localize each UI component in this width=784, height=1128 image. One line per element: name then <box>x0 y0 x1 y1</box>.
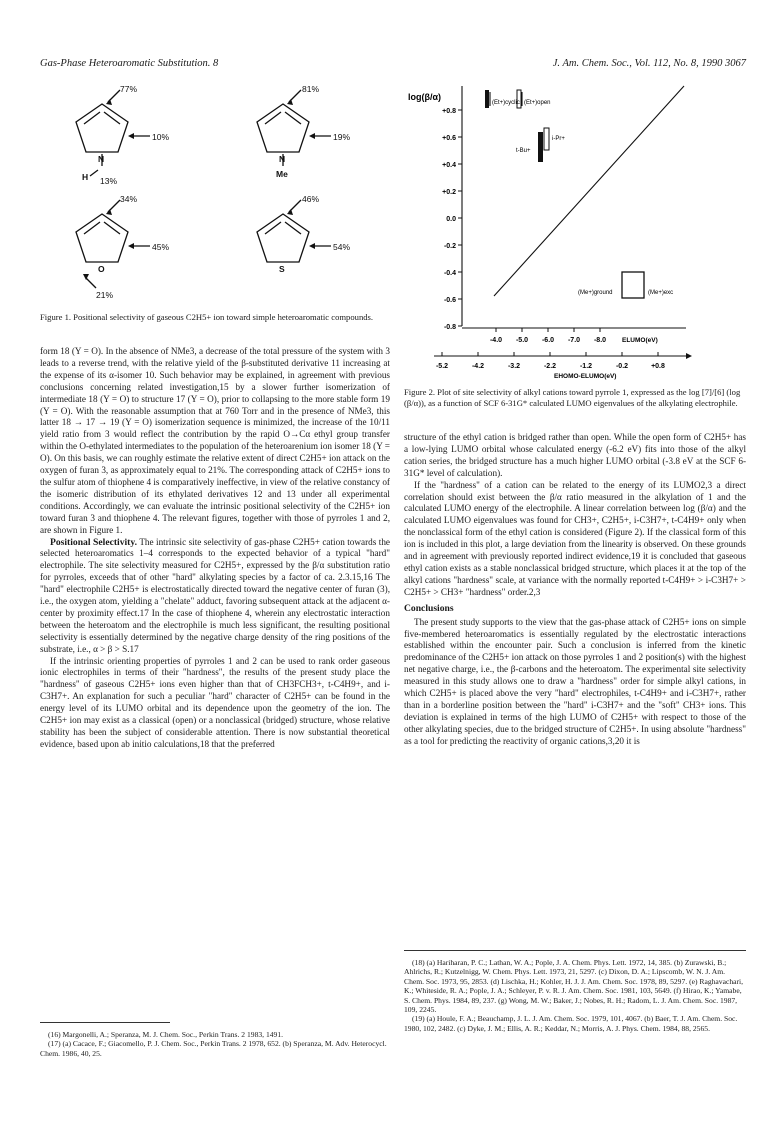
figure1-caption: Figure 1. Positional selectivity of gaseous C2H5+ ion toward simple heteroaromatic compounds. <box>40 312 374 322</box>
pyrrole-h-hydrogen: H <box>82 172 89 182</box>
right-paragraph-1: structure of the ethyl cation is bridged rather than open. While the open form of C2H5+ has a low-lying LUMO orbital whose calculated energy (-6.2 eV) fits into those of the alkyl cation series, the bridged structure has a much higher LUMO orbital (-3.8 eV at the SCF 6-31G* level of calculation). <box>404 432 746 478</box>
footnote-16: (16) Margonelli, A.; Speranza, M. J. Chem. Soc., Perkin Trans. 2 1983, 1491. <box>48 1030 284 1039</box>
x-bottom-tick-label: -5.2 <box>435 363 449 370</box>
pyrrole-h-top-pct: 77% <box>120 84 138 94</box>
x-axis-top-ticks <box>490 328 606 344</box>
footnote-18: (18) (a) Hariharan, P. C.; Lathan, W. A.; Pople, J. A. Chem. Phys. Lett. 1972, 14, 385. (b) Zurawski, B.; Ahlrichs, R.; Kutzelnigg, W. Chem. Phys. Lett. 1973, 21, 5297. (c) Dixon, D. A.; Lipscomb, W. N. J. Am. Chem. Soc. 1973, 95, 2853. (d) Lischka, H.; Kohler, H. J. J. Am. Chem. Soc. 1978, 89, 5297. (e) Raghavachari, K.; Whiteside, R. A.; Pople, J. A.; Schleyer, P. v. R. J. Am. Chem. Soc. 1981, 103, 5649. (f) Hirao, K.; Yamabe, S. Chem. Phys. 1984, 89, 237. (g) Wong, M. W.; Baker, J.; Nobes, R. H.; Radom, L. J. Am. Chem. Soc. 1987, 109, 2245. <box>404 958 744 1015</box>
point-tbu-label: t-Bu+ <box>516 148 531 154</box>
x-bottom-tick-label: -4.2 <box>471 363 485 370</box>
x-top-tick-label: -5.0 <box>515 337 529 344</box>
pyrrole-me-top-pct: 81% <box>302 84 320 94</box>
x-bottom-tick-label: +0.8 <box>651 363 665 370</box>
conclusions-heading: Conclusions <box>404 602 454 614</box>
footnote-17: (17) (a) Cacace, F.; Giacomello, P. J. Chem. Soc., Perkin Trans. 2 1978, 652. (b) Speranza, M. Adv. Heterocycl. Chem. 1986, 40, 25. <box>40 1039 387 1058</box>
x-top-tick-label: -4.0 <box>489 337 503 344</box>
thiophene-side-pct: 54% <box>333 242 351 252</box>
figure2-caption: Figure 2. Plot of site selectivity of alkyl cations toward pyrrole 1, expressed as the log [7]/[6] (log (β/α)), as a function of SCF 6-31G* calculated LUMO eigenvalues of the alkylating electrophile. <box>404 387 741 408</box>
point-me-exc-label: (Me+)exc <box>648 290 674 296</box>
x-bottom-tick-label: -3.2 <box>507 363 521 370</box>
point-ipr-label: i-Pr+ <box>552 136 565 142</box>
pyrrole-me-side-pct: 19% <box>333 132 351 142</box>
right-paragraph-3: The present study supports to the view that the gas-phase attack of C2H5+ ions on simple five-membered heteroaromatics is essentially regulated by the electrostatic interactions established within the encounter pair. Such a conclusion is inferred from the kinetic predominance of the C2H5+ ion attack on those pyrroles 1 and 2 position(s) with the highest net negative charge, i.e., the β-carbons and the heteroatom. The experimental site selectivity measured in this study allows one to draw a "hardness" order for simple alkyl cations, in which C2H5+ is placed above the very "hard" electrophiles, t-C4H9+ and i-C3H7+, rather than in a borderline position between the "hard" i-C3H7+ and the "soft" CH3+ ions. This deviation is explained in terms of the high LUMO of C2H5+ with respect to those of the other alkylating species, due to the bridged structure of C2H5+. In using absolute "hardness" as a tool for predicting the reactivity of organic cations,3,20 it is <box>404 616 746 746</box>
point-ipr-marker <box>544 128 549 150</box>
running-header-left: Gas-Phase Heteroaromatic Substitution. 8 <box>40 58 219 69</box>
legend-cyclic: (Et+)cyclic <box>492 100 520 106</box>
pyrrole-h-n-pct: 13% <box>100 176 118 186</box>
pyrrole-me-atom: N <box>279 154 286 164</box>
furan-o-pct: 21% <box>96 290 114 300</box>
y-tick-label: +0.4 <box>442 162 456 169</box>
y-tick-label: +0.2 <box>442 189 456 196</box>
y-axis-label: log(β/α) <box>408 92 442 102</box>
footnote-19: (19) (a) Houle, F. A.; Beauchamp, J. L. J. Am. Chem. Soc. 1979, 101, 4067. (b) Baer, T. J. Am. Chem. Soc. 1980, 102, 2482. (c) Dyke, J. M.; Ellis, A. R.; Keddar, N.; Morris, A. J. Phys. Chem. 1984, 88, 2565. <box>404 1014 738 1033</box>
y-tick-label: -0.6 <box>443 297 456 304</box>
right-footnotes <box>404 958 746 1033</box>
x-bottom-tick-label: -2.2 <box>543 363 557 370</box>
left-column <box>40 346 390 751</box>
right-footnote-rule <box>404 950 746 951</box>
y-tick-label: -0.8 <box>443 324 456 331</box>
pyrrole-me-methyl: Me <box>276 169 288 179</box>
left-paragraph-3: If the intrinsic orienting properties of pyrroles 1 and 2 can be used to rank order gaseous ionic electrophiles in terms of their "hardness", the results of the present study place the "hardness" of gaseous C2H5+ ions even higher than that of CH3FCH3+, t-C4H9+, and i-C3H7+. An explanation for such a peculiar "hard" character of C2H5+ can be found in the energy level of its LUMO orbital and its dependence upon the geometry of the ion. The C2H5+ ion may exist as a classical (open) or a nonclassical (bridged) structure, whose relative stability has been the subject of considerable attention. There is now substantial theoretical evidence, based upon ab initio calculations,18 that the preferred <box>40 655 390 749</box>
point-tbu-marker <box>538 132 543 162</box>
figure2-plot <box>404 80 746 380</box>
y-tick-label: -0.2 <box>443 243 456 250</box>
x-top-tick-label: -7.0 <box>567 337 581 344</box>
y-tick-label: +0.8 <box>442 108 456 115</box>
right-paragraph-2: If the "hardness" of a cation can be related to the energy of its LUMO2,3 a direct correlation should exist between the β/α ratio measured in the alkylation of 1 and the calculated LUMO energy of the electrophile. A linear correlation between log (β/α) and the calculated LUMO eigenvalues was found for CH3+, C2H5+, i-C3H7+, t-C4H9+ only when the nonclassical form of the ethyl cation is considered (Figure 2). If the classical form of this ion is included in this plot, a large deviation from the linearity is observed. On these grounds and in agreement with previously reported indirect evidence,19 it is concluded that gaseous ethyl cation exists as a stable nonclassical bridged structure, which places it at the top of the alkyl cations "hardness" scale, at variance with the normally reported t-C4H9+ > i-C3H7+ > C2H5+ > CH3+ "hardness" order.2,3 <box>404 479 746 597</box>
thiophene-atom: S <box>279 264 285 274</box>
left-footnote-rule <box>40 1022 170 1023</box>
y-tick-label: -0.4 <box>443 270 456 277</box>
x-axis-bottom-label: EHOMO-ELUMO(eV) <box>554 373 617 380</box>
left-paragraph-1: form 18 (Y = O). In the absence of NMe3, a decrease of the total pressure of the system with 3 leads to a reverse trend, with the relative yield of the β-substituted derivative 11 increasing at the expense of its α-isomer 10. Such behavior may be explained, in agreement with previous conclusions concerning related investigation,15 by a slower further isomerization of intermediate 18 (Y = O) to structure 17 (Y = O), prior to collapsing to the more stable form 19 (Y = O). With the reasonable assumption that at 760 Torr and in the presence of NMe3, this latter 18 → 17 → 19 (Y = O) isomerization sequence is minimized, the increase of the 10/11 yield ratio from 3 would reflect the contribution by the rapid O→Cα ethyl group transfer within the O-ethylated intermediates to the population of the heteroarenium ion isomer 18 (Y = O). On this basis, we can roughly estimate the relative extent of direct C2H5+ ion attack on the oxygen of furan 3, as approximately equal to 21%. The corresponding attack of C2H5+ ions to the sulfur atom of thiophene 4 is comparatively ineffective, in view of the relative constancy of the isomeric distribution of its ethylated derivatives 12 and 13 under all experimental conditions. Accordingly, we can evaluate the intrinsic positional selectivity of the C2H5+ ion toward furan 3 and thiophene 4. The relevant figures, together with those of pyrroles 1 and 2, are shown in Figure 1. <box>40 346 390 535</box>
figure1-structures <box>40 82 390 308</box>
point-me-ground-label: (Me+)ground <box>578 290 613 296</box>
legend-open: (Et+)open <box>524 100 551 106</box>
furan-side-pct: 45% <box>152 242 170 252</box>
x-top-tick-label: -8.0 <box>593 337 607 344</box>
left-footnotes <box>40 1030 390 1058</box>
y-tick-label: +0.6 <box>442 135 456 142</box>
x-axis-top-label: ELUMO(eV) <box>622 337 658 344</box>
point-me-exc-marker <box>622 272 644 298</box>
y-axis-ticks <box>442 108 462 331</box>
x-axis-bottom-ticks <box>436 352 665 370</box>
left-paragraph-2: The intrinsic site selectivity of gas-phase C2H5+ cation towards the selected heteroaromatics 1–4 corresponds to the expected behavior of a typical "hard" electrophile. The site selectivity measured for C2H5+, expressed by the β/α substitution ratio for pyrroles, exceeds that of other "hard" alkylating species by a factor of ca. 2.3.15,16 The "hard" electrophile C2H5+ is electrostatically directed toward the negative center of furan (3), i.e., the oxygen atom, yielding a "chelate" adduct, favoring subsequent attack at the adjacent α-center by proximity effect.17 In the case of thiophene 4, wherein any electrostatic interaction between the heteroatom and the electrophile is much less significant, the resulting positional selectivity is essentially determined by the negative charge density of the ring positions of the substrate, i.e., α > β > S.17 <box>40 536 390 654</box>
running-header-right: J. Am. Chem. Soc., Vol. 112, No. 8, 1990 3067 <box>552 58 746 69</box>
furan-top-pct: 34% <box>120 194 138 204</box>
legend-cyclic-marker <box>485 90 489 108</box>
positional-selectivity-heading: Positional Selectivity. <box>50 536 138 548</box>
y-tick-label: 0.0 <box>446 216 456 223</box>
furan-atom: O <box>98 264 105 274</box>
right-column <box>404 432 746 748</box>
pyrrole-h-atom: N <box>98 154 105 164</box>
pyrrole-h-side-pct: 10% <box>152 132 170 142</box>
thiophene-top-pct: 46% <box>302 194 320 204</box>
x-bottom-tick-label: -0.2 <box>615 363 629 370</box>
x-bottom-tick-label: -1.2 <box>579 363 593 370</box>
x-top-tick-label: -6.0 <box>541 337 555 344</box>
